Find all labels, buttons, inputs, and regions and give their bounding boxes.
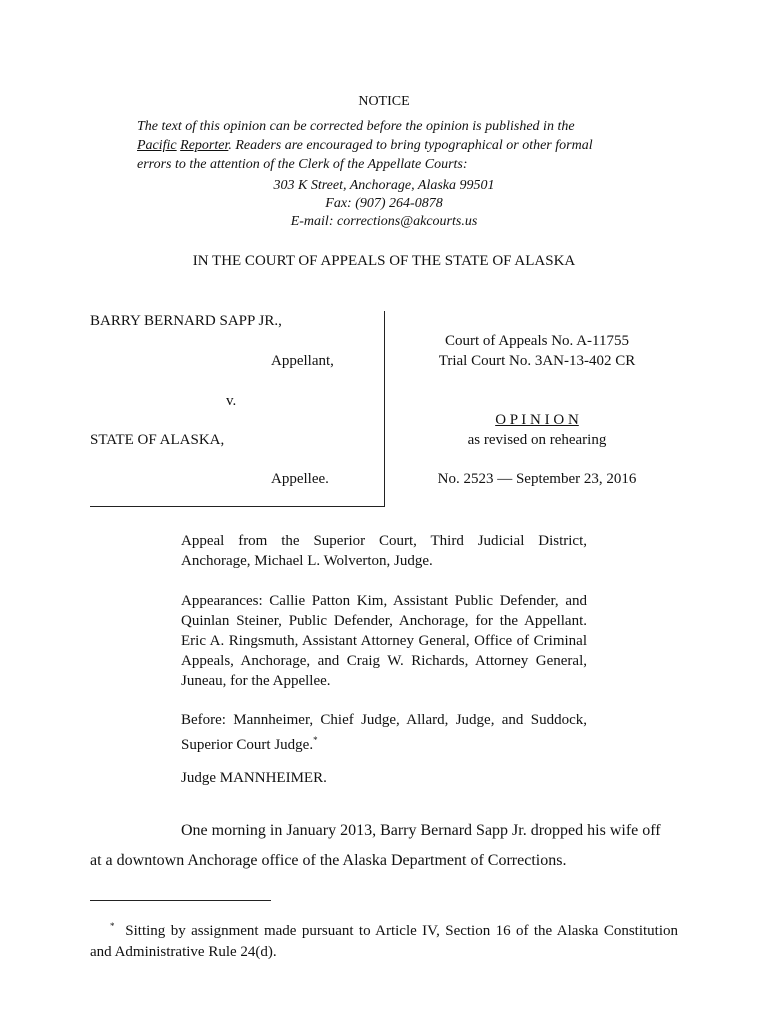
notice-line-2: [137, 136, 633, 155]
before-panel: [181, 710, 587, 755]
revised-note: as revised on rehearing: [467, 432, 607, 448]
footnote-marker: *: [110, 921, 115, 931]
appellee-role: Appellee.: [271, 471, 329, 487]
caption-divider-horizontal: [90, 506, 385, 507]
footnote: [90, 916, 678, 963]
trial-court-number: Trial Court No. 3AN-13-402 CR: [438, 353, 636, 369]
appellee-name: STATE OF ALASKA,: [90, 432, 225, 448]
appellant-name: BARRY BERNARD SAPP JR.,: [90, 313, 282, 329]
clerk-fax: Fax: (907) 264-0878: [325, 196, 443, 211]
appellant-role: Appellant,: [271, 353, 334, 369]
opinion-number-date: No. 2523 — September 23, 2016: [437, 471, 637, 487]
footnote-text: Sitting by assignment made pursuant to Article IV, Section 16 of the Alaska Constitution and Administrative Rule 24(d).: [90, 923, 679, 960]
notice-title: NOTICE: [358, 94, 410, 109]
notice-body: [137, 117, 633, 174]
footnote-rule: [90, 900, 271, 901]
court-title: IN THE COURT OF APPEALS OF THE STATE OF ALASKA: [192, 253, 576, 269]
appearances: Appearances: Callie Patton Kim, Assistant Public Defender, and Quinlan Steiner, Public Defender, Anchorage, for the Appellant. Eric A. Ringsmuth, Assistant Attorney General, Office of Criminal Appeals, Anchorage, and Craig W. Richards, Attorney General, Juneau, for the Appellee.: [181, 593, 587, 689]
reporter-word: Reporter: [180, 138, 229, 153]
clerk-address: 303 K Street, Anchorage, Alaska 99501: [273, 178, 495, 193]
caption-divider-vertical: [384, 311, 385, 507]
court-of-appeals-number: Court of Appeals No. A-11755: [444, 333, 629, 349]
before-text: Before: Mannheimer, Chief Judge, Allard, Judge, and Suddock, Superior Court Judge.: [181, 712, 587, 753]
notice-line-3: errors to the attention of the Clerk of the Appellate Courts:: [137, 157, 468, 172]
versus: v.: [226, 393, 237, 409]
opinion-heading: [386, 412, 688, 429]
body-line-2: at a downtown Anchorage office of the Alaska Department of Corrections.: [90, 852, 567, 869]
notice-line-2-rest: . Readers are encouraged to bring typographical or other formal: [228, 138, 593, 153]
opinion-label: O P I N I O N: [495, 412, 579, 428]
footnote-reference: *: [313, 735, 318, 745]
clerk-email: E-mail: corrections@akcourts.us: [290, 214, 478, 229]
notice-line-1: The text of this opinion can be corrected before the opinion is published in the: [137, 119, 575, 134]
appeal-from: Appeal from the Superior Court, Third Judicial District, Anchorage, Michael L. Wolverton, Judge.: [181, 533, 587, 569]
authoring-judge: Judge MANNHEIMER.: [181, 770, 327, 786]
body-line-1: One morning in January 2013, Barry Bernard Sapp Jr. dropped his wife off: [181, 822, 661, 839]
pacific-word: Pacific: [137, 138, 177, 153]
